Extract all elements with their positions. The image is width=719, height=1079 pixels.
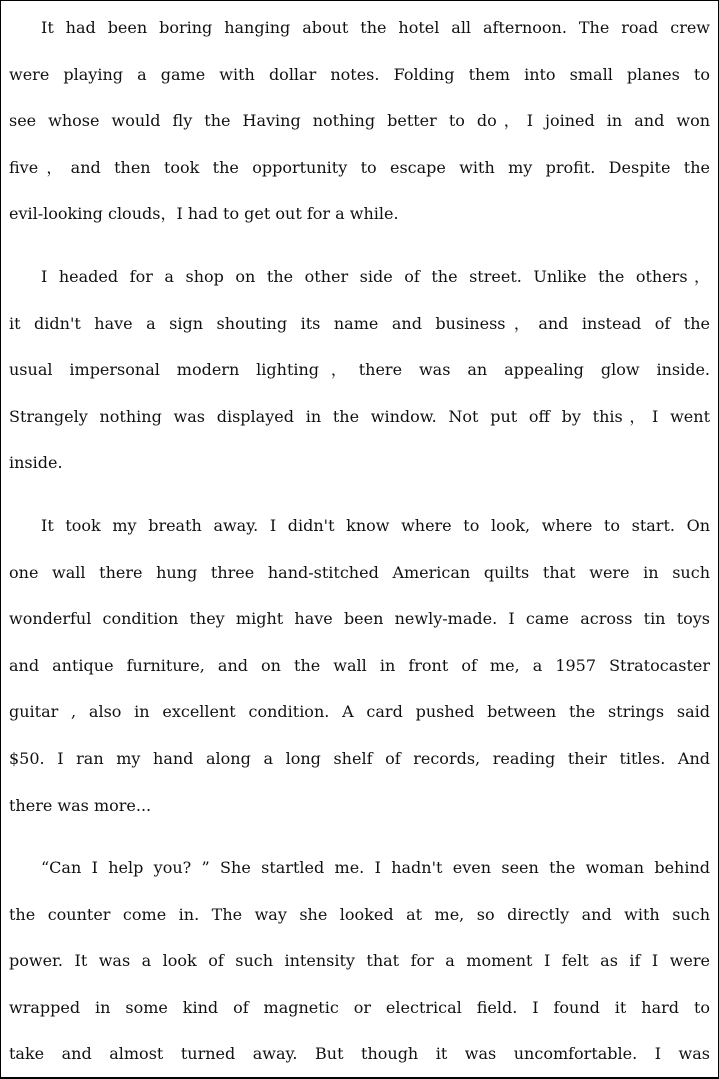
text-line: It took my breath away. I didn't know where to look, where to start. On bbox=[41, 516, 710, 535]
paragraph-2 bbox=[9, 267, 710, 500]
text-line: power. It was a look of such intensity that for a moment I felt as if I were bbox=[9, 951, 710, 971]
text-line: “Can I help you? ” She startled me. I hadn't even seen the woman behind bbox=[41, 858, 710, 877]
paragraph-3 bbox=[9, 516, 710, 842]
paragraph-1 bbox=[9, 18, 710, 251]
text-line: guitar , also in excellent condition. A card pushed between the strings said bbox=[9, 702, 710, 722]
text-line: the counter come in. The way she looked at me, so directly and with such bbox=[9, 904, 710, 924]
text-line: it didn't have a sign shouting its name and business，and instead of the bbox=[9, 313, 710, 333]
text-line: I headed for a shop on the other side of the street. Unlike the others， bbox=[41, 267, 710, 286]
text-line: It had been boring hanging about the hotel all afternoon. The road crew bbox=[41, 18, 710, 37]
text-line: wonderful condition they might have been newly-made. I came across tin toys bbox=[9, 609, 710, 629]
text-line: five，and then took the opportunity to escape with my profit. Despite the bbox=[9, 157, 710, 177]
text-line: usual impersonal modern lighting，there was an appealing glow inside. bbox=[9, 360, 710, 380]
text-line: and antique furniture, and on the wall in front of me, a 1957 Stratocaster bbox=[9, 655, 710, 675]
text-line: Strangely nothing was displayed in the window. Not put off by this，I went bbox=[9, 406, 710, 426]
text-line: $50. I ran my hand along a long shelf of records, reading their titles. And bbox=[9, 748, 710, 768]
text-line: take and almost turned away. But though it was uncomfortable. I was bbox=[9, 1044, 710, 1064]
text-line: there was more... bbox=[9, 795, 152, 815]
paragraph-4 bbox=[9, 858, 710, 1079]
text-line: one wall there hung three hand-stitched American quilts that were in such bbox=[9, 562, 710, 582]
text-line: were playing a game with dollar notes. Folding them into small planes to bbox=[9, 64, 710, 84]
text-line: inside. bbox=[9, 453, 63, 473]
text-line: evil-looking clouds，I had to get out for a while. bbox=[9, 204, 399, 224]
text-line: wrapped in some kind of magnetic or electrical field. I found it hard to bbox=[9, 997, 710, 1017]
text-line: see whose would fly the Having nothing better to do，I joined in and won bbox=[9, 111, 710, 131]
